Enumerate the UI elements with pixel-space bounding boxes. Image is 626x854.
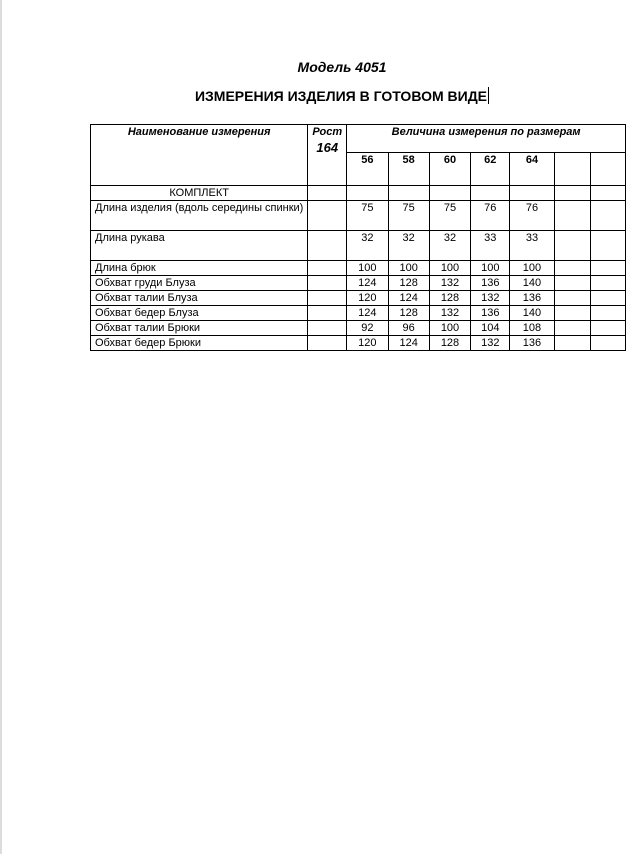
table-row xyxy=(91,321,626,336)
measurement-value: 75 xyxy=(388,201,429,231)
measurement-value: 100 xyxy=(510,261,554,276)
measurement-value xyxy=(554,321,590,336)
empty-cell xyxy=(308,291,347,306)
size-header: 58 xyxy=(388,153,429,186)
measurement-value xyxy=(590,201,625,231)
measurement-value: 132 xyxy=(429,306,470,321)
table-row xyxy=(91,336,626,351)
measurement-value: 124 xyxy=(347,306,388,321)
measurement-value: 76 xyxy=(471,201,510,231)
model-title: Модель 4051 xyxy=(297,59,387,75)
measurement-value: 136 xyxy=(510,291,554,306)
measurement-value: 124 xyxy=(347,276,388,291)
document-title-text: ИЗМЕРЕНИЯ ИЗДЕЛИЯ В ГОТОВОМ ВИДЕ xyxy=(194,88,488,104)
name-column-header: Наименование измерения xyxy=(91,125,308,186)
measurement-value: 128 xyxy=(429,291,470,306)
empty-cell xyxy=(554,186,590,201)
measurement-value xyxy=(554,336,590,351)
measurement-value: 100 xyxy=(471,261,510,276)
measurement-name: Длина рукава xyxy=(91,231,308,261)
document-title xyxy=(0,87,626,104)
measurement-name: Обхват бедер Блуза xyxy=(91,306,308,321)
measurement-value: 104 xyxy=(471,321,510,336)
measurement-value xyxy=(590,276,625,291)
measurement-value xyxy=(590,291,625,306)
group-label: КОМПЛЕКТ xyxy=(91,186,308,201)
measurement-value: 75 xyxy=(429,201,470,231)
height-label: Рост xyxy=(312,126,343,138)
measurement-value: 32 xyxy=(388,231,429,261)
measurement-value xyxy=(554,291,590,306)
measurement-value: 128 xyxy=(388,306,429,321)
measurement-value: 140 xyxy=(510,306,554,321)
measurement-value: 124 xyxy=(388,291,429,306)
measurement-name: Обхват груди Блуза xyxy=(91,276,308,291)
measurement-value: 76 xyxy=(510,201,554,231)
text-cursor xyxy=(488,87,489,104)
measurement-value xyxy=(554,276,590,291)
size-header xyxy=(590,153,625,186)
measurement-value: 136 xyxy=(510,336,554,351)
table-row xyxy=(91,261,626,276)
empty-cell xyxy=(510,186,554,201)
measurement-value: 92 xyxy=(347,321,388,336)
measurement-value xyxy=(554,306,590,321)
measurement-value xyxy=(590,306,625,321)
measurement-value: 132 xyxy=(471,336,510,351)
empty-cell xyxy=(590,186,625,201)
measurement-value xyxy=(554,261,590,276)
empty-cell xyxy=(308,186,347,201)
empty-cell xyxy=(308,276,347,291)
size-header: 62 xyxy=(471,153,510,186)
measurement-value: 128 xyxy=(388,276,429,291)
size-header: 56 xyxy=(347,153,388,186)
empty-cell xyxy=(308,306,347,321)
measurement-value: 32 xyxy=(429,231,470,261)
measurement-value: 33 xyxy=(510,231,554,261)
measurement-value: 100 xyxy=(429,261,470,276)
table-row xyxy=(91,201,626,231)
measurement-value: 100 xyxy=(429,321,470,336)
sizes-header: Величина измерения по размерам xyxy=(347,125,626,153)
measurement-value: 120 xyxy=(347,291,388,306)
measurement-value: 100 xyxy=(347,261,388,276)
measurement-name: Длина брюк xyxy=(91,261,308,276)
empty-cell xyxy=(388,186,429,201)
measurements-table xyxy=(90,124,626,351)
height-header xyxy=(308,125,347,186)
page-edge xyxy=(0,0,2,854)
measurement-value xyxy=(590,321,625,336)
measurement-value: 33 xyxy=(471,231,510,261)
measurement-value xyxy=(590,231,625,261)
measurement-value: 124 xyxy=(388,336,429,351)
empty-cell xyxy=(308,321,347,336)
measurement-value xyxy=(590,261,625,276)
size-header: 64 xyxy=(510,153,554,186)
empty-cell xyxy=(471,186,510,201)
measurement-value: 132 xyxy=(429,276,470,291)
measurement-name: Обхват бедер Брюки xyxy=(91,336,308,351)
measurement-value xyxy=(554,201,590,231)
measurement-value xyxy=(554,231,590,261)
table-row xyxy=(91,231,626,261)
measurement-value: 136 xyxy=(471,276,510,291)
empty-cell xyxy=(308,336,347,351)
table-row xyxy=(91,291,626,306)
empty-cell xyxy=(308,231,347,261)
measurement-value: 96 xyxy=(388,321,429,336)
empty-cell xyxy=(308,261,347,276)
size-header xyxy=(554,153,590,186)
measurement-value: 32 xyxy=(347,231,388,261)
measurement-value: 128 xyxy=(429,336,470,351)
height-value: 164 xyxy=(316,140,339,155)
measurement-value: 100 xyxy=(388,261,429,276)
table-row xyxy=(91,276,626,291)
empty-cell xyxy=(429,186,470,201)
measurement-value: 132 xyxy=(471,291,510,306)
measurement-name: Обхват талии Блуза xyxy=(91,291,308,306)
measurement-value xyxy=(590,336,625,351)
table-row xyxy=(91,306,626,321)
measurement-value: 140 xyxy=(510,276,554,291)
measurement-name: Длина изделия (вдоль середины спинки) xyxy=(91,201,308,231)
measurement-value: 75 xyxy=(347,201,388,231)
measurement-value: 120 xyxy=(347,336,388,351)
size-header: 60 xyxy=(429,153,470,186)
measurement-value: 136 xyxy=(471,306,510,321)
empty-cell xyxy=(308,201,347,231)
empty-cell xyxy=(347,186,388,201)
measurement-name: Обхват талии Брюки xyxy=(91,321,308,336)
measurement-value: 108 xyxy=(510,321,554,336)
